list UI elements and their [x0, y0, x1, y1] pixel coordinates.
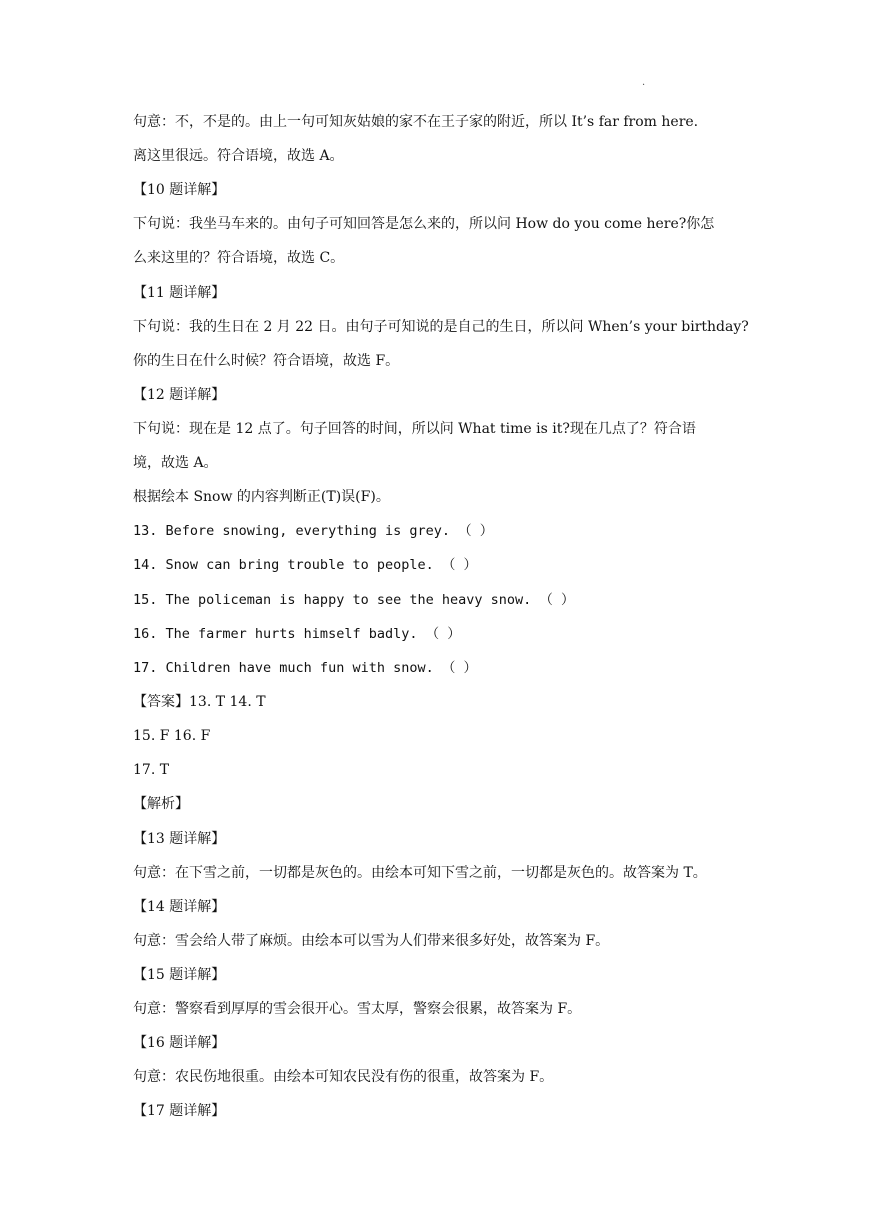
section-heading: 【15 题详解】: [133, 967, 226, 983]
question-item: 14. Snow can bring trouble to people. （ ）: [133, 557, 477, 573]
header-mark: ·: [642, 80, 646, 91]
section-heading: 【解析】: [133, 796, 189, 812]
text-line: 境，故选 A。: [133, 455, 218, 471]
question-item: 16. The farmer hurts himself badly. （ ）: [133, 626, 461, 642]
section-heading: 【17 题详解】: [133, 1103, 226, 1119]
text-line: 下句说：现在是 12 点了。句子回答的时间，所以问 What time is it?现在几点了？符合语: [133, 421, 696, 437]
question-item: 15. The policeman is happy to see the heavy snow. （ ）: [133, 592, 575, 608]
question-item: 13. Before snowing, everything is grey. （ ）: [133, 523, 494, 539]
question-item: 17. Children have much fun with snow. （ ）: [133, 660, 477, 676]
section-heading: 【13 题详解】: [133, 831, 226, 847]
section-heading: 【12 题详解】: [133, 387, 226, 403]
section-heading: 【16 题详解】: [133, 1035, 226, 1051]
answer-line: 【答案】13. T 14. T: [133, 694, 266, 710]
text-line: 句意：在下雪之前，一切都是灰色的。由绘本可知下雪之前，一切都是灰色的。故答案为 T。: [133, 865, 707, 881]
text-line: 下句说：我坐马车来的。由句子可知回答是怎么来的，所以问 How do you come here?你怎: [133, 216, 715, 232]
text-line: 句意：不，不是的。由上一句可知灰姑娘的家不在王子家的附近，所以 It’s far from here.: [133, 114, 699, 130]
text-line: 离这里很远。符合语境，故选 A。: [133, 148, 344, 164]
section-heading: 【14 题详解】: [133, 899, 226, 915]
text-line: 下句说：我的生日在 2 月 22 日。由句子可知说的是自己的生日，所以问 When’s your birthday?: [133, 319, 749, 335]
text-line: 你的生日在什么时候？符合语境，故选 F。: [133, 353, 400, 369]
instruction-line: 根据绘本 Snow 的内容判断正(T)误(F)。: [133, 489, 390, 505]
text-line: 句意：警察看到厚厚的雪会很开心。雪太厚，警察会很累，故答案为 F。: [133, 1001, 582, 1017]
answer-line: 17. T: [133, 762, 170, 778]
section-heading: 【10 题详解】: [133, 182, 226, 198]
text-line: 句意：雪会给人带了麻烦。由绘本可以雪为人们带来很多好处，故答案为 F。: [133, 933, 610, 949]
section-heading: 【11 题详解】: [133, 285, 226, 301]
answer-line: 15. F 16. F: [133, 728, 211, 744]
text-line: 句意：农民伤地很重。由绘本可知农民没有伤的很重，故答案为 F。: [133, 1069, 554, 1085]
text-line: 么来这里的？符合语境，故选 C。: [133, 250, 345, 266]
